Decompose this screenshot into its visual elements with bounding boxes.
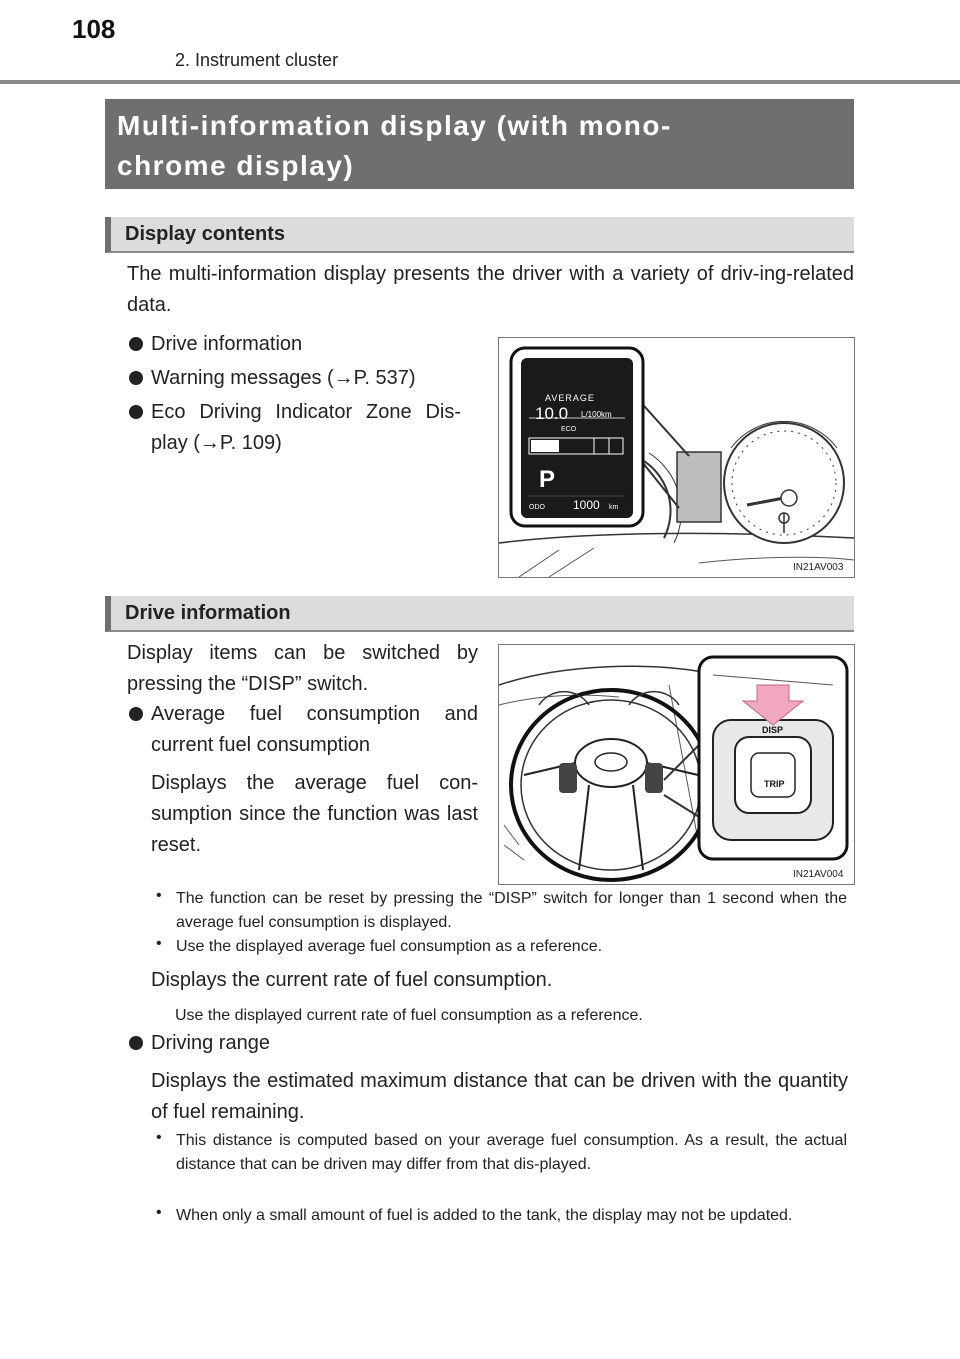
current-fuel-note: Use the displayed current rate of fuel consumption as a reference.: [175, 1007, 643, 1024]
driving-range-description: Displays the estimated maximum distance that can be driven with the quantity of fuel remaining.: [151, 1070, 848, 1123]
driving-range-title: Driving range: [151, 1032, 270, 1054]
driving-range-note-1: This distance is computed based on your average fuel consumption. As a result, the actual distance that can be driven may differ from that dis-played.: [176, 1132, 847, 1173]
average-fuel-note-1: The function can be reset by pressing the “DISP” switch for longer than 1 second when the average fuel consumption is displayed.: [176, 890, 847, 931]
screen-odo-label: ODO: [529, 504, 545, 511]
note-bullet: •: [156, 1204, 162, 1221]
screen-average-label: AVERAGE: [545, 393, 595, 403]
bullet-dot: [129, 337, 143, 351]
bullet-dot: [129, 1036, 143, 1050]
note-bullet: •: [156, 935, 162, 952]
screen-average-unit: L/100km: [581, 410, 612, 419]
note-bullet: •: [156, 1129, 162, 1146]
drive-information-intro: Display items can be switched by pressing the “DISP” switch.: [127, 642, 478, 695]
disp-switch-label: DISP: [762, 725, 784, 735]
instrument-cluster-illustration: [499, 338, 854, 577]
section-title-line-1: Multi-information display (with mono-: [117, 110, 672, 141]
average-fuel-title: Average fuel consumption and current fuel consumption: [151, 703, 478, 756]
screen-eco-label: ECO: [561, 426, 577, 433]
screen-gear-indicator: P: [539, 466, 556, 493]
page-number: 108: [72, 14, 116, 44]
display-contents-bullet-2: Warning messages (→P. 537): [151, 367, 416, 389]
driving-range-note-2: When only a small amount of fuel is added to the tank, the display may not be updated.: [176, 1207, 793, 1224]
instrument-cluster-figure: [498, 337, 855, 578]
average-fuel-note-2: Use the displayed average fuel consumption as a reference.: [176, 938, 603, 955]
screen-average-value: 10.0: [535, 404, 569, 423]
display-contents-heading: [105, 217, 854, 253]
display-contents-intro: The multi-information display presents the driver with a variety of driv-ing-related data.: [127, 263, 854, 316]
bullet-dot: [129, 707, 143, 721]
bullet-dot: [129, 405, 143, 419]
display-contents-bullet-3: Eco Driving Indicator Zone Dis-play (→P. 109): [151, 401, 461, 454]
screen-odo-value: 1000: [573, 498, 600, 512]
section-title-line-2: chrome display): [117, 150, 355, 181]
drive-information-heading-text: Drive information: [125, 602, 291, 624]
note-bullet: •: [156, 887, 162, 904]
running-head: 2. Instrument cluster: [175, 50, 339, 70]
steering-wheel-figure: [498, 644, 855, 885]
current-fuel-description: Displays the current rate of fuel consumption.: [151, 969, 553, 991]
display-contents-bullet-1: Drive information: [151, 333, 303, 355]
figure-code: IN21AV004: [793, 869, 844, 880]
screen-odo-unit: km: [609, 504, 619, 511]
figure-code: IN21AV003: [793, 562, 844, 573]
header-rule: [0, 80, 960, 84]
section-title-banner: [105, 99, 854, 189]
display-contents-heading-text: Display contents: [125, 223, 286, 245]
drive-information-heading: [105, 596, 854, 632]
bullet-dot: [129, 371, 143, 385]
steering-wheel-illustration: [499, 645, 854, 884]
average-fuel-description: Displays the average fuel con-sumption since the function was last reset.: [151, 772, 478, 856]
trip-switch-label: TRIP: [764, 779, 785, 789]
